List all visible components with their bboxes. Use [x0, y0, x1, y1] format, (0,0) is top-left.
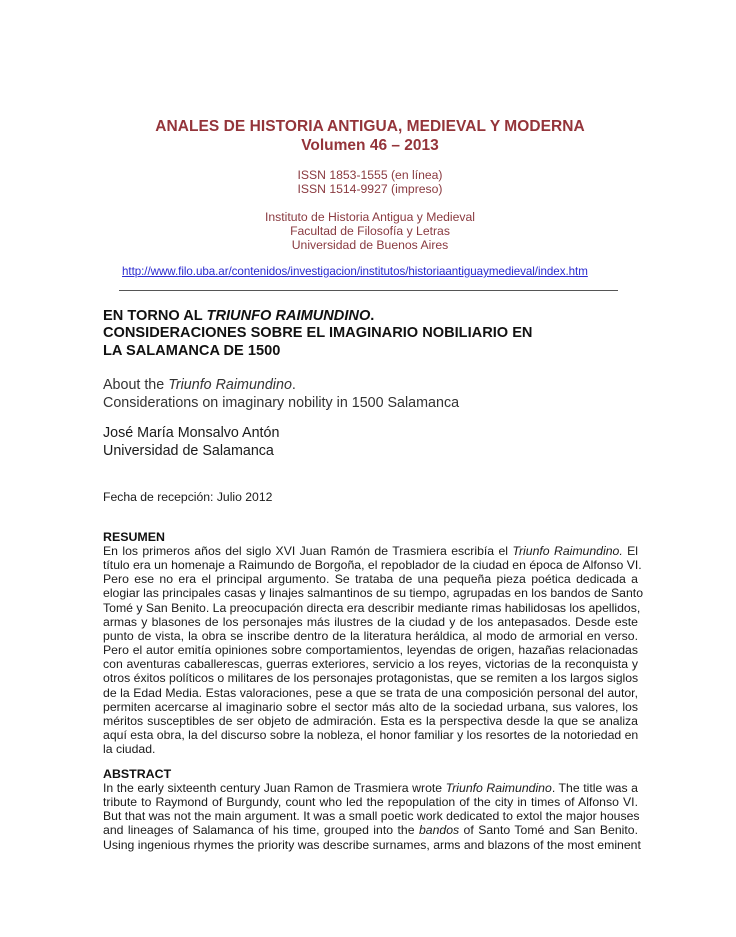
abstract-line: tribute to Raymond of Burgundy, count who led the repopulation of the city in times of Alfonso VI.	[103, 795, 638, 810]
resumen-heading: RESUMEN	[103, 530, 165, 544]
abstract-line: Using ingenious rhymes the priority was describe surnames, arms and blazons of the most eminent	[103, 837, 641, 852]
resumen-body	[103, 544, 644, 757]
title-italic-work: TRIUNFO RAIMUNDINO	[206, 308, 371, 324]
resumen-line: punto de vista, la obra se inscribe dentro de la literatura heráldica, al modo de armorial en verso.	[103, 628, 638, 643]
resumen-line: Tomé y San Benito. La preocupación directa era describir mediante rimas habilidosas los apellidos,	[103, 600, 641, 615]
article-title	[103, 308, 623, 360]
resumen-line: aquí esta obra, la del discurso sobre la nobleza, el honor familiar y los resortes de la notoriedad en	[103, 728, 639, 743]
journal-volume: Volumen 46 – 2013	[301, 137, 439, 154]
institute-url-link[interactable]: http://www.filo.uba.ar/contenidos/investigacion/institutos/historiaantiguaymedieval/index.htm	[122, 265, 588, 278]
resumen-line: de la Edad Media. Estas valoraciones, pese a que se trata de una composición personal del autor,	[103, 685, 638, 700]
journal-header	[0, 117, 736, 155]
resumen-line: otros éxitos políticos o militares de los personajes protagonistas, que se remiten a los largos siglos	[103, 671, 639, 686]
article-title-line-3: LA SALAMANCA DE 1500	[103, 342, 281, 359]
university-name: Universidad de Buenos Aires	[291, 238, 449, 252]
resumen-line: con aventuras caballerescas, guerras exteriores, servicio a los reyes, victorias de la reconquista y	[103, 657, 638, 672]
resumen-line: permiten acercarse al imaginario sobre el sector más alto de la sociedad urbana, sus valores, los	[103, 699, 638, 714]
resumen-line: En los primeros años del siglo XVI Juan Ramón de Trasmiera escribía el Triunfo Raimundino. El	[103, 544, 639, 558]
title-suffix: .	[370, 308, 375, 324]
resumen-line: la ciudad.	[103, 742, 156, 757]
abstract-line: But that was not the main argument. It was a small poetic work dedicated to extol the major houses	[103, 809, 640, 824]
resumen-line: Pero el autor emitía opiniones sobre comportamientos, leyendas de origen, hazañas relacionadas	[103, 643, 638, 658]
issn-block	[2, 169, 736, 197]
resumen-line: Pero ese no era el principal argumento. Se trataba de una pequeña pieza poética dedicada a	[103, 572, 638, 587]
english-title	[103, 377, 663, 412]
english-title-italic: Triunfo Raimundino	[168, 377, 292, 393]
abstract-body	[103, 781, 641, 852]
abstract-section	[103, 767, 641, 852]
issn-online: ISSN 1853-1555 (en línea)	[297, 168, 443, 182]
header-separator	[119, 290, 618, 291]
issn-print: ISSN 1514-9927 (impreso)	[297, 181, 443, 196]
resumen-line: título era un homenaje a Raimundo de Borgoña, el repoblador de la ciudad en época de Alfonso VI.	[103, 558, 642, 573]
english-title-suffix: .	[291, 377, 296, 393]
author-name: José María Monsalvo Antón	[103, 425, 280, 441]
institute-name: Instituto de Historia Antigua y Medieval	[264, 210, 475, 224]
resumen-section	[103, 530, 644, 757]
author-affiliation: Universidad de Salamanca	[103, 442, 274, 459]
english-subtitle: Considerations on imaginary nobility in 1500 Salamanca	[103, 394, 460, 411]
faculty-name: Facultad de Filosofía y Letras	[290, 224, 450, 238]
resumen-line: méritos susceptibles de ser objeto de admiración. Esta es la perspectiva desde la que se analiza	[103, 713, 638, 728]
institute-block	[2, 210, 736, 252]
english-title-prefix: About the	[103, 377, 169, 393]
abstract-line: and lineages of Salamanca of his time, grouped into the bandos of Santo Tomé and San Benito.	[103, 823, 638, 838]
author-block	[103, 425, 503, 460]
resumen-line: armas y blasones de los personajes más ilustres de la ciudad y de los antepasados. Desde este	[103, 614, 638, 629]
resumen-line: elogiar las principales casas y linajes salmantinos de su tiempo, agrupadas en los bandos de Santo	[103, 586, 644, 601]
reception-date: Fecha de recepción: Julio 2012	[103, 490, 273, 504]
article-title-line-1	[103, 308, 623, 325]
abstract-heading: ABSTRACT	[103, 767, 172, 781]
title-prefix: EN TORNO AL	[103, 308, 207, 324]
journal-title: ANALES DE HISTORIA ANTIGUA, MEDIEVAL Y MODERNA	[155, 118, 585, 135]
english-title-line-1	[103, 377, 663, 395]
abstract-line: In the early sixteenth century Juan Ramon de Trasmiera wrote Triunfo Raimundino. The title was a	[103, 781, 638, 795]
article-title-line-2: CONSIDERACIONES SOBRE EL IMAGINARIO NOBILIARIO EN	[103, 325, 533, 342]
